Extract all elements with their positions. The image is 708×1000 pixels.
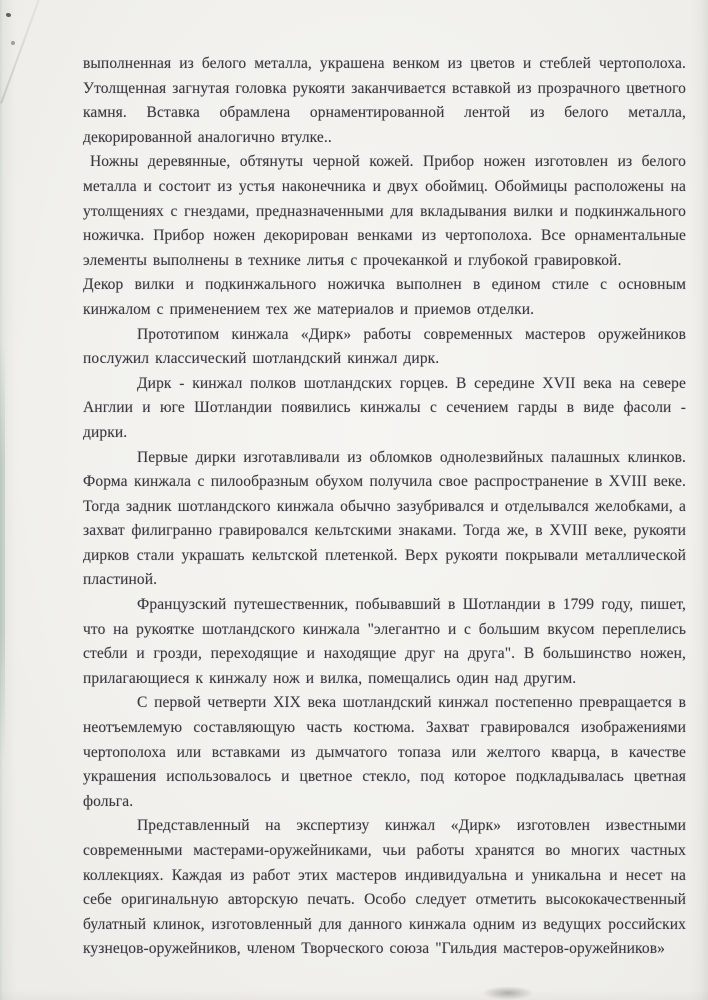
paragraph-first-dirks: Первые дирки изготавливали из обломков однолезвийных палашных клинков. Форма кинжала с пилообразным обухом получила свое распространение в XVIII веке. Тогда задник шотландского кинжала обычно зазубривался и отделывался желобками, а захват филигранно гравировался кельтскими знаками. Тогда же, в XVIII веке, рукояти дирков стали украшать кельтской плетенкой. Верх рукояти покрывали металлической пластиной. [83,448,686,589]
scan-smudge-artifact [482,986,534,1000]
paragraph-xix-century: С первой четверти XIX века шотландский кинжал постепенно превращается в неотъемлемую составляющую часть костюма. Захват гравировался изображениями чертополоха или вставками из дымчатого топаза или желтого кварца, в качестве украшения использовалось и цветное стекло, под которое подкладывалась цветная фольга. [83,694,686,810]
document-body [83,52,686,962]
paragraph-fork-knife-decor: Декор вилки и подкинжального ножичка выполнен в едином стиле с основным кинжалом с применением тех же материалов и приемов отделки. [83,276,686,318]
paragraph-expertise-conclusion: Представленный на экспертизу кинжал «Дирк» изготовлен известными современными мастерами-оружейниками, чьи работы хранятся во многих частных коллекциях. Каждая из работ этих мастеров индивидуальна и уникальна и несет на себе оригинальную авторскую печать. Особо следует отметить высококачественный булатный клинок, изготовленный для данного кинжала одним из ведущих российских кузнецов-оружейников, членом Творческого союза "Гильдия мастеров-оружейников» [83,817,686,958]
paragraph-hilt-description: выполненная из белого металла, украшена венком из цветов и стеблей чертополоха. Утолщенная загнутая головка рукояти заканчивается вставкой из прозрачного цветного камня. Вставка обрамлена орнаментированной лентой из белого металла, декорированной аналогично втулке.. [83,55,686,146]
paragraph-dirk-origin: Дирк - кинжал полков шотландских горцев. В середине XVII века на севере Англии и юге Шотландии появились кинжалы с сечением гарды в виде фасоли - дирки. [83,374,686,441]
ink-speck-artifact [6,13,11,17]
scanner-edge-shadow [0,340,5,760]
paragraph-scabbard-description: Ножны деревянные, обтянуты черной кожей. Прибор ножен изготовлен из белого металла и состоит из устья наконечника и двух обоймиц. Обоймицы расположены на утолщениях с гнездами, предназначенными для вкладывания вилки и подкинжального ножичка. Прибор ножен декорирован венками из чертополоха. Все орнаментальные элементы выполнены в технике литья с прочеканкой и глубокой гравировкой. [83,153,686,269]
paragraph-french-traveller: Французский путешественник, побывавший в Шотландии в 1799 году, пишет, что на рукоятке шотландского кинжала "элегантно и с большим вкусом переплелись стебли и грозди, переходящие и находящие друг на друга". В большинство ножен, прилагающиеся к кинжалу нож и вилка, помещались один над другим. [83,596,686,687]
paragraph-prototype: Прототипом кинжала «Дирк» работы современных мастеров оружейников послужил классический шотландский кинжал дирк. [83,325,686,368]
ink-speck-artifact [11,41,15,45]
